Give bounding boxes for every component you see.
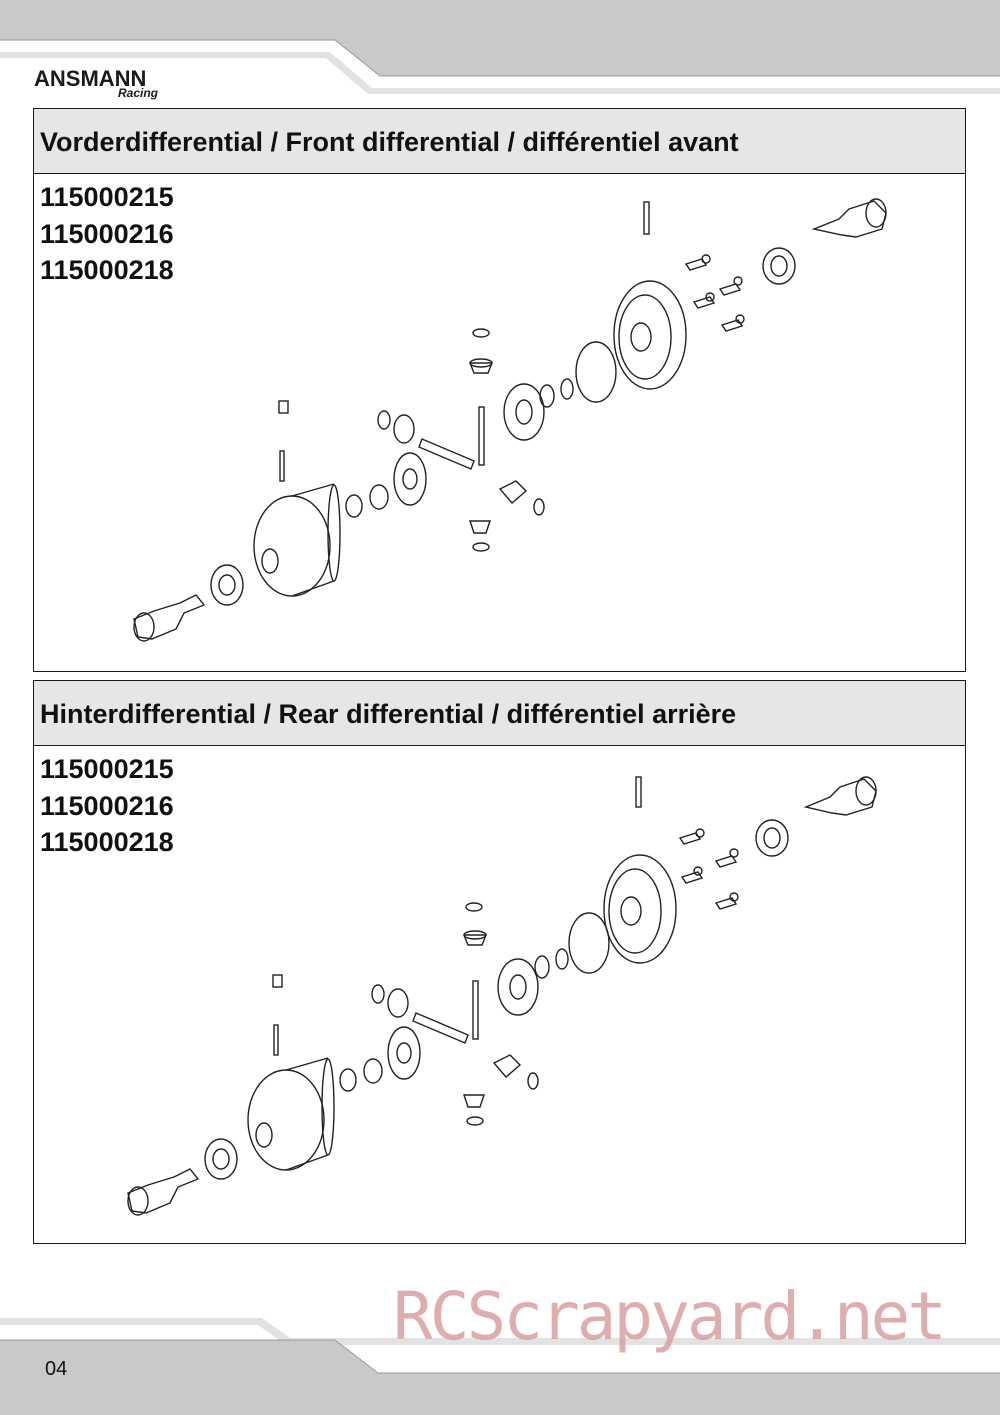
rear-differential-panel — [33, 680, 966, 1244]
rear-differential-title: Hinterdifferential / Rear differential / différentiel arrière — [34, 681, 965, 746]
rear-differential-exploded-diagram — [34, 681, 964, 1241]
part-number: 115000216 — [40, 218, 174, 249]
watermark: RCScrapyard.net — [393, 1278, 945, 1355]
part-number: 115000215 — [40, 754, 174, 784]
front-differential-exploded-diagram — [34, 109, 964, 669]
part-number: 115000216 — [40, 790, 174, 821]
page-number: 04 — [45, 1358, 68, 1380]
part-number: 115000215 — [40, 182, 174, 212]
front-differential-panel — [33, 108, 966, 672]
header-band — [0, 0, 1000, 100]
brand-logo: ANSMANN — [34, 66, 147, 91]
front-differential-title: Vorderdifferential / Front differential / différentiel avant — [34, 109, 965, 174]
brand-logo-sub: Racing — [118, 86, 159, 100]
part-number: 115000218 — [40, 827, 174, 857]
part-number: 115000218 — [40, 255, 174, 285]
